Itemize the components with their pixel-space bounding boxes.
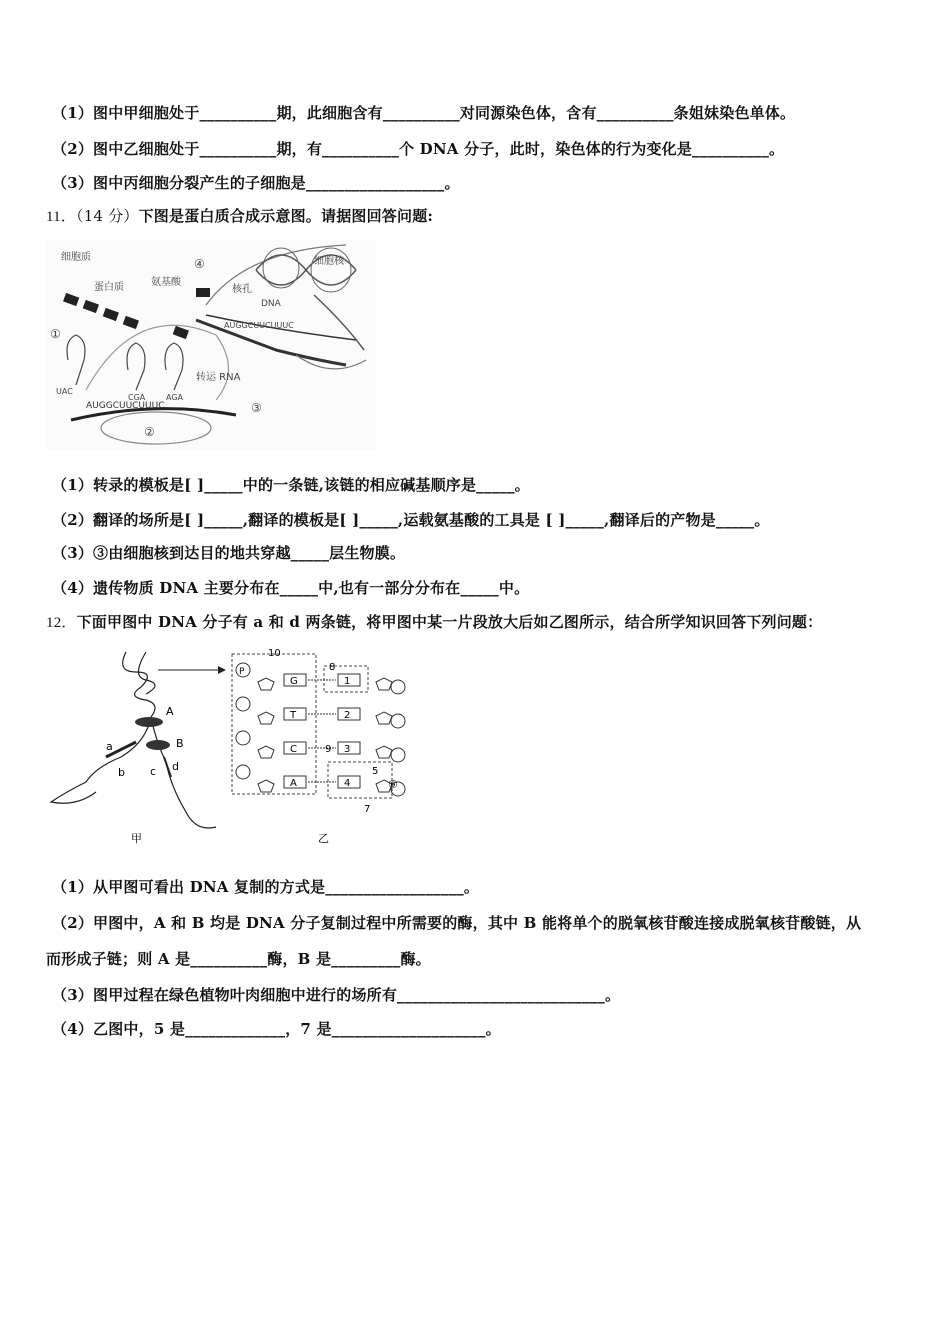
num-2: 2 — [344, 710, 351, 721]
label-yi: 乙 — [318, 832, 329, 845]
q11-number: 11． — [46, 209, 77, 225]
label-nuclear-pore: 核孔 — [232, 284, 252, 295]
base-C: C — [290, 744, 297, 755]
label-A: A — [166, 705, 174, 718]
q12-stem: 下面甲图中 DNA 分子有 a 和 d 两条链，将甲图中某一片段放大后如乙图所示，结合所学知识回答下列问题： — [76, 613, 823, 631]
label-protein: 蛋白质 — [94, 282, 124, 293]
arrow-head — [218, 666, 226, 674]
q11-stem: 下图是蛋白质合成示意图。请据图回答问题: — [138, 207, 434, 225]
dna-replication-figure — [46, 642, 426, 852]
marker-2: ② — [144, 425, 155, 439]
marker-4: ④ — [194, 257, 205, 271]
base-A: A — [290, 778, 297, 789]
q12-title — [46, 611, 822, 632]
label-cytoplasm: 细胞质 — [61, 252, 91, 263]
q12-item-2: （2）甲图中，A 和 B 均是 DNA 分子复制过程中所需要的酶，其中 B 能将单个的脱氧核苷酸连接成脱氧核苷酸链，从 — [52, 914, 862, 932]
label-5: 5 — [372, 766, 379, 777]
q10-item-2: （2）图中乙细胞处于__________期，有__________个 DNA 分子，此时，染色体的行为变化是__________。 — [52, 140, 785, 158]
label-B: B — [176, 737, 184, 750]
label-9: 9 — [325, 744, 332, 755]
phosphate-column — [236, 663, 250, 779]
q11-item-4: （4）遗传物质 DNA 主要分布在_____中,也有一部分分布在_____中。 — [52, 579, 530, 597]
num-4: 4 — [344, 778, 351, 789]
q11-item-2: （2）翻译的场所是[ ]_____,翻译的模板是[ ]_____,运载氨基酸的工具是 [ ]_____,翻译后的产物是_____。 — [52, 511, 770, 529]
sugar-column — [258, 678, 274, 792]
label-7: 7 — [364, 804, 371, 815]
enzyme-a — [135, 717, 163, 727]
box-10 — [232, 654, 316, 794]
q10-item-3: （3）图中丙细胞分裂产生的子细胞是__________________。 — [52, 174, 460, 192]
marker-1: ① — [50, 327, 61, 341]
label-6: ⑥ — [388, 778, 398, 791]
q12-item-1: （1）从甲图可看出 DNA 复制的方式是__________________。 — [52, 878, 480, 896]
base-G: G — [290, 676, 298, 687]
q12-number: 12． — [46, 615, 77, 631]
label-trna: 转运 RNA — [196, 372, 241, 383]
label-d: d — [172, 760, 179, 773]
label-dna: DNA — [261, 299, 281, 309]
base-pairs — [284, 674, 360, 789]
replication-fork — [51, 652, 216, 828]
label-a: a — [106, 740, 113, 753]
anticodon-3: AGA — [166, 393, 184, 402]
phosphate-label: P — [239, 667, 245, 677]
anticodon-2: CGA — [128, 393, 146, 402]
q10-item-1: （1）图中甲细胞处于__________期，此细胞含有__________对同源染色体，含有__________条姐妹染色单体。 — [52, 104, 796, 122]
label-8: 8 — [329, 662, 336, 673]
label-amino-acid: 氨基酸 — [151, 277, 181, 288]
protein-synthesis-figure — [46, 240, 376, 450]
marker-3: ③ — [251, 401, 262, 415]
num-1: 1 — [344, 676, 351, 687]
q11-item-3: （3）③由细胞核到达目的地共穿越_____层生物膜。 — [52, 544, 406, 562]
anticodon-1: UAC — [56, 387, 73, 396]
enzyme-b — [146, 740, 170, 750]
label-nucleus: 细胞核 — [314, 256, 344, 267]
mrna-seq: AUGGCUUCUUUC — [86, 401, 165, 411]
q12-item-3: （3）图甲过程在绿色植物叶肉细胞中进行的场所有___________________________。 — [52, 986, 621, 1004]
q11-item-1: （1）转录的模板是[ ]_____中的一条链,该链的相应碱基顺序是_____。 — [52, 476, 530, 494]
label-b: b — [118, 766, 125, 779]
q12-item-4: （4）乙图中，5 是_____________，7 是____________________。 — [52, 1020, 501, 1038]
nuclear-mrna-seq: AUGGCUUCUUUC — [224, 321, 294, 330]
q12-item-2-cont: 而形成子链；则 A 是__________酶，B 是_________酶。 — [46, 950, 431, 968]
num-3: 3 — [344, 744, 351, 755]
q11-title — [46, 205, 433, 226]
q11-score: （14 分） — [76, 207, 139, 225]
label-jia: 甲 — [131, 832, 142, 845]
label-10: 10 — [268, 648, 281, 659]
base-T: T — [290, 710, 297, 721]
label-c: c — [150, 765, 157, 778]
